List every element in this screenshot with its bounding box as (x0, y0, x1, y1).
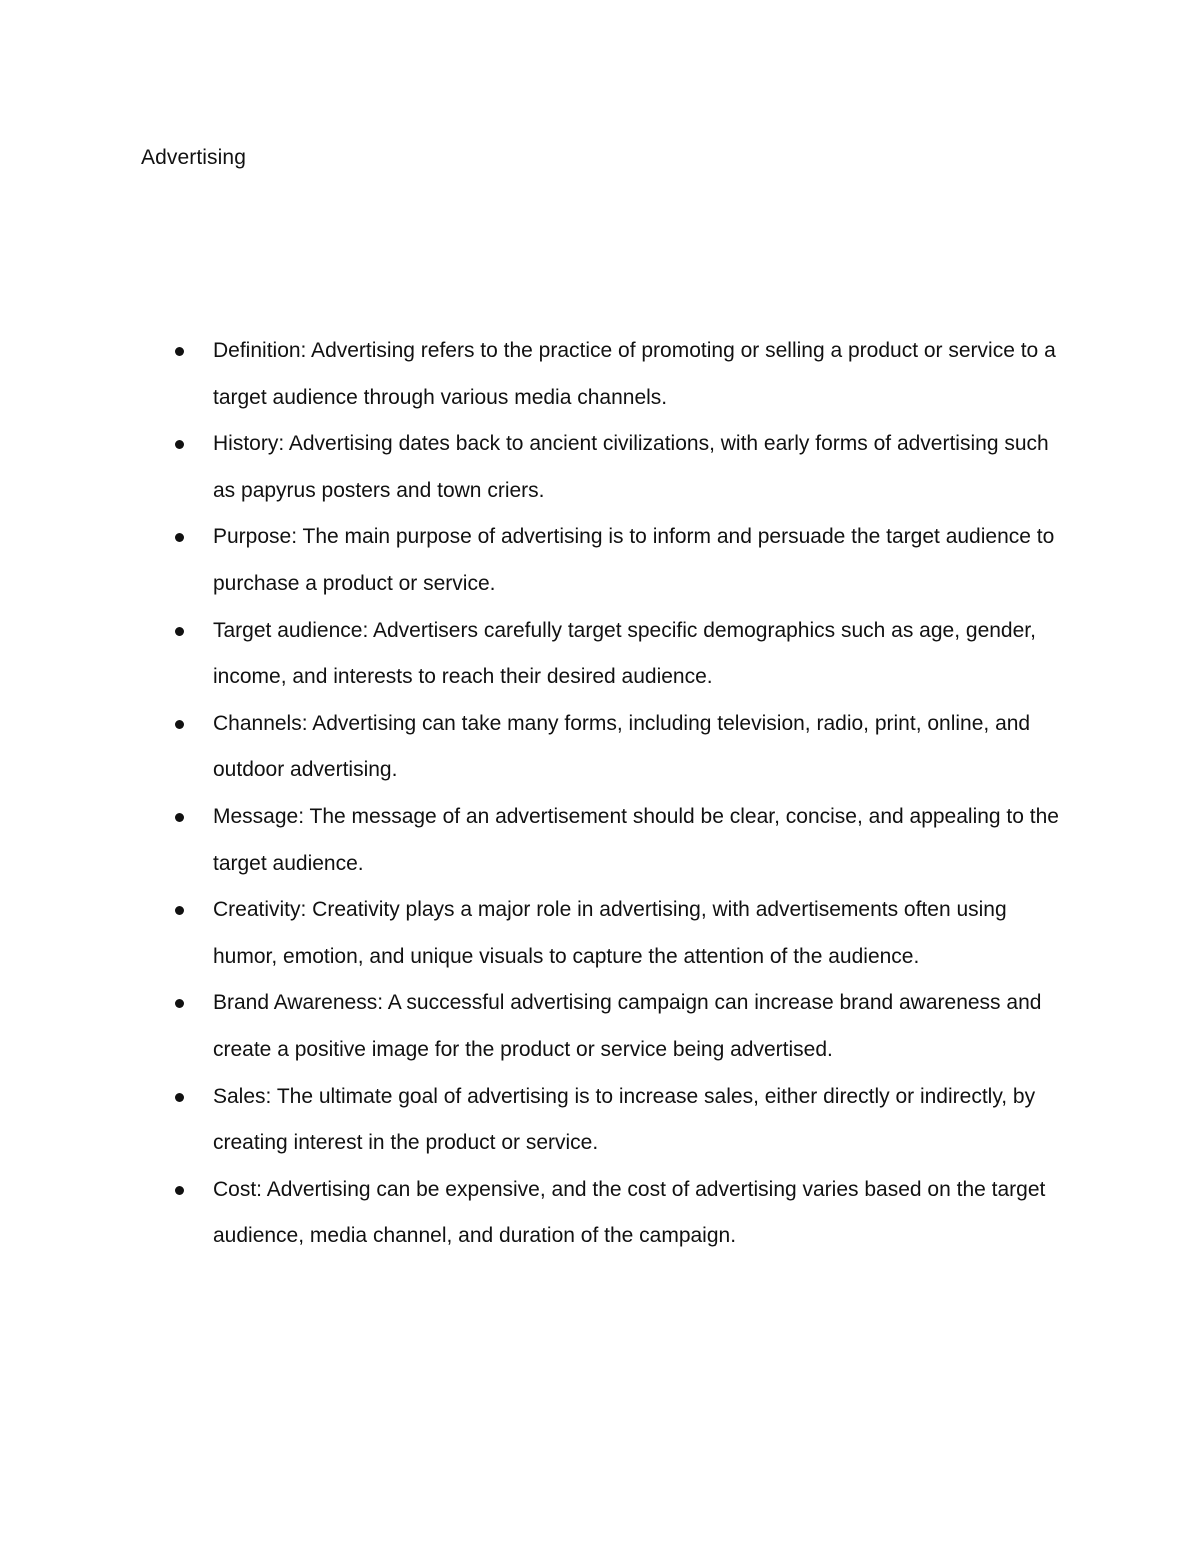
list-item-text: Purpose: The main purpose of advertising is to inform and persuade the target audience to purchase a product or service. (213, 525, 1055, 595)
bullet-icon (175, 627, 184, 636)
bullet-icon (175, 720, 184, 729)
list-item (213, 794, 1073, 887)
list-item (213, 1167, 1073, 1260)
list-item (213, 328, 1073, 421)
list-item-text: History: Advertising dates back to ancient civilizations, with early forms of advertising such as papyrus posters and town criers. (213, 432, 1049, 502)
list-item-text: Definition: Advertising refers to the practice of promoting or selling a product or service to a target audience through various media channels. (213, 339, 1056, 409)
list-item (213, 608, 1073, 701)
list-item (213, 421, 1073, 514)
list-item-text: Channels: Advertising can take many forms, including television, radio, print, online, and outdoor advertising. (213, 711, 1031, 782)
bullet-icon (175, 999, 184, 1008)
bullet-icon (175, 813, 184, 822)
list-item (213, 701, 1073, 794)
list-item-text: Brand Awareness: A successful advertising campaign can increase brand awareness and create a positive image for the product or service being advertised. (213, 991, 1042, 1061)
bullet-icon (175, 533, 184, 542)
bullet-icon (175, 906, 184, 915)
bullet-icon (175, 347, 184, 356)
list-item (213, 980, 1073, 1073)
list-item-text: Cost: Advertising can be expensive, and the cost of advertising varies based on the target audience, media channel, and duration of the campaign. (213, 1177, 1046, 1248)
list-item-text: Message: The message of an advertisement should be clear, concise, and appealing to the target audience. (213, 804, 1059, 875)
list-item (213, 1074, 1073, 1167)
bullet-icon (175, 1186, 184, 1195)
list-item-text: Sales: The ultimate goal of advertising is to increase sales, either directly or indirectly, by creating interest in the product or service. (213, 1084, 1036, 1155)
bullet-list (213, 328, 1073, 1260)
list-item (213, 514, 1073, 607)
list-item (213, 887, 1073, 980)
list-item-text: Target audience: Advertisers carefully target specific demographics such as age, gender, income, and interests to reach their desired audience. (213, 618, 1036, 689)
bullet-icon (175, 1093, 184, 1102)
document-title: Advertising (141, 146, 246, 169)
bullet-icon (175, 440, 184, 449)
list-item-text: Creativity: Creativity plays a major role in advertising, with advertisements often using humor, emotion, and unique visuals to capture the attention of the audience. (213, 898, 1007, 968)
